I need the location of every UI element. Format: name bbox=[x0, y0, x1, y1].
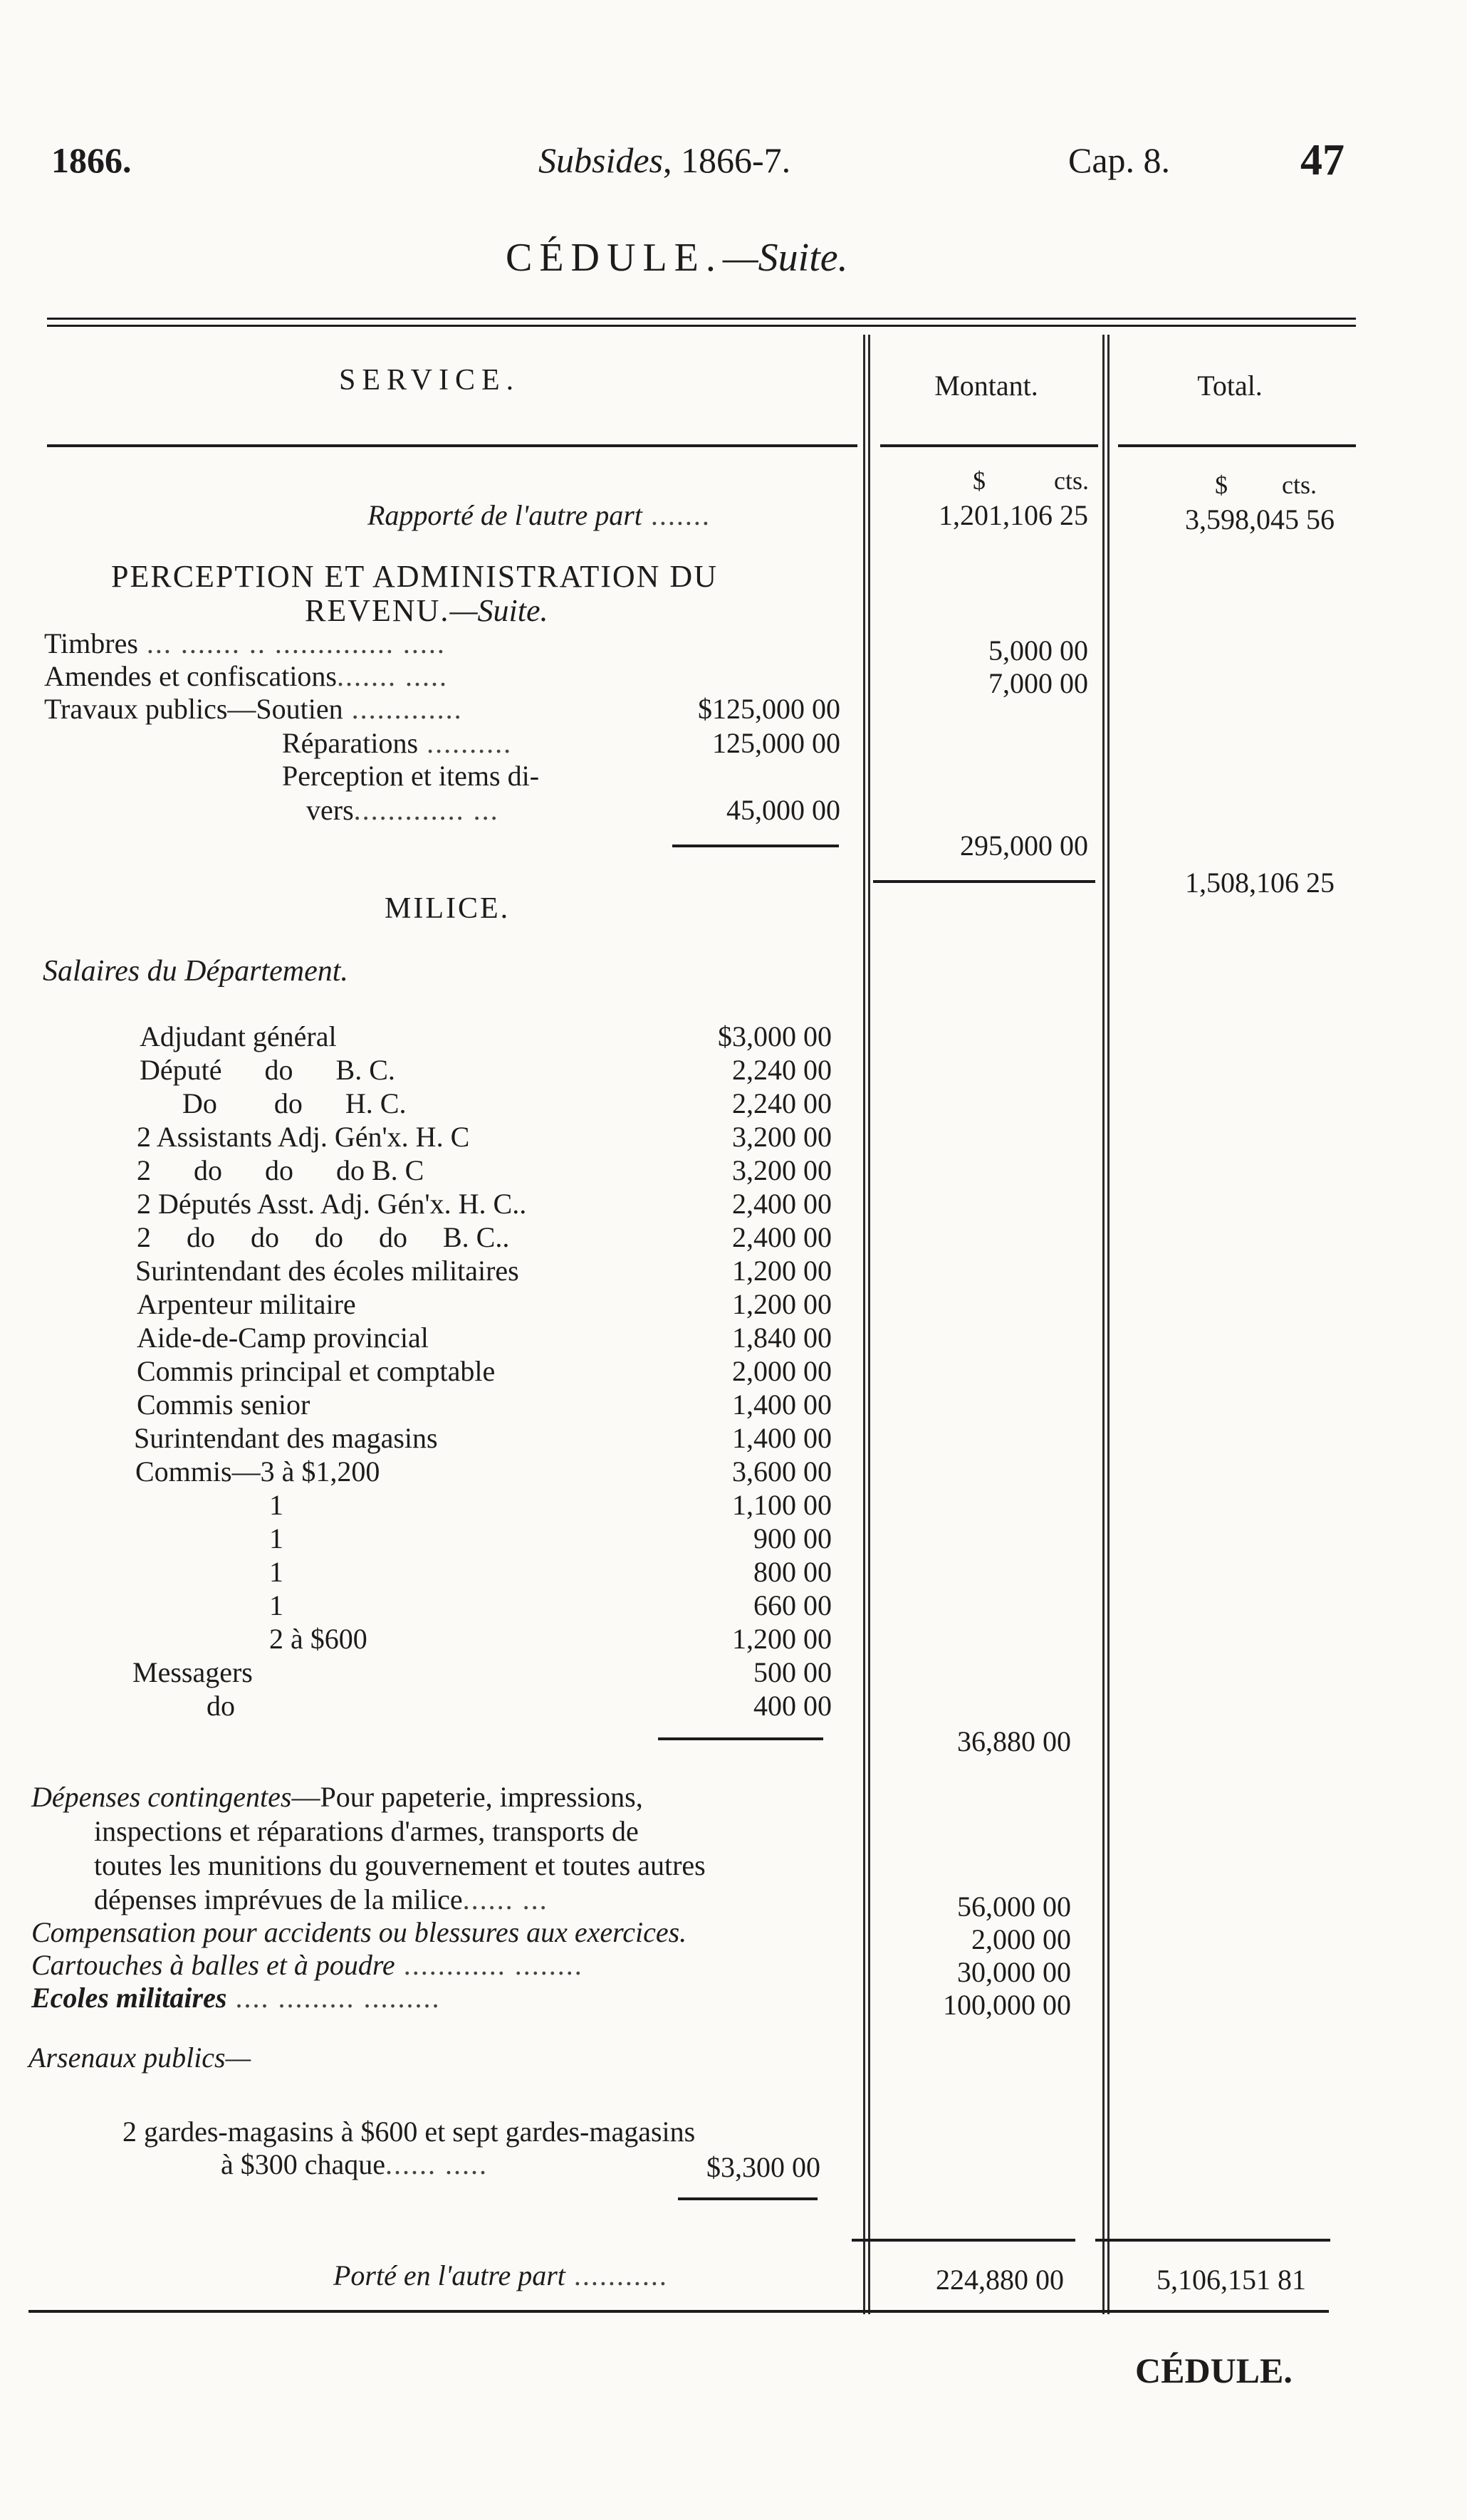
compensation-label: Compensation pour accidents ou blessures aux exercices. bbox=[31, 1916, 687, 1948]
running-title-italic: Subsides bbox=[538, 140, 663, 180]
salary-amount: 660 00 bbox=[753, 1589, 832, 1621]
salary-amount: 1,100 00 bbox=[732, 1489, 832, 1521]
revenue-heading-suffix: —Suite. bbox=[449, 593, 548, 628]
ecoles-label: Ecoles militaires bbox=[31, 1982, 227, 2014]
salary-amount: 2,400 00 bbox=[732, 1221, 832, 1253]
travaux-leader: ............. bbox=[343, 693, 463, 725]
salary-label: 2 do do do B. C bbox=[137, 1154, 424, 1186]
salary-label: Commis—3 à $1,200 bbox=[135, 1455, 380, 1488]
perception-leader: ............. ... bbox=[353, 794, 499, 826]
page-number: 47 bbox=[1300, 136, 1345, 184]
chapter: Cap. 8. bbox=[1068, 140, 1171, 180]
revenue-heading-line1: PERCEPTION ET ADMINISTRATION DU bbox=[111, 559, 718, 594]
salary-amount: 800 00 bbox=[753, 1556, 832, 1588]
ecoles-leader: .... ......... ......... bbox=[226, 1982, 441, 2014]
timbres-leader: ... ....... .. .............. ..... bbox=[137, 627, 446, 659]
row-timbres bbox=[44, 627, 446, 660]
salary-amount: 500 00 bbox=[753, 1656, 832, 1688]
montant-rule-1 bbox=[873, 880, 1095, 883]
col-rule-2a bbox=[1102, 335, 1105, 2314]
salary-amount: 3,200 00 bbox=[732, 1154, 832, 1186]
reparations-label: Réparations bbox=[282, 727, 419, 759]
salary-label: Commis principal et comptable bbox=[137, 1355, 496, 1387]
reparations-sub: 125,000 00 bbox=[712, 727, 840, 759]
revenue-sub-rule bbox=[672, 845, 839, 847]
running-title bbox=[538, 140, 790, 181]
col-header-montant: Montant. bbox=[934, 370, 1038, 402]
salary-sub-rule bbox=[658, 1737, 823, 1740]
row-travaux bbox=[44, 692, 463, 726]
contingentes-montant: 56,000 00 bbox=[957, 1891, 1071, 1923]
arsenaux-heading: Arsenaux publics— bbox=[28, 2041, 251, 2074]
col-header-total: Total. bbox=[1197, 370, 1263, 402]
salary-amount: 2,400 00 bbox=[732, 1188, 832, 1220]
amendes-label: Amendes et confiscations bbox=[44, 660, 337, 692]
salary-amount: 3,200 00 bbox=[732, 1121, 832, 1153]
carried-forward-total: 5,106,151 81 bbox=[1157, 2264, 1306, 2296]
schedule-title-suffix: —Suite. bbox=[722, 236, 848, 280]
schedule-title-main: CÉDULE. bbox=[506, 236, 723, 280]
salary-label: 2 Assistants Adj. Gén'x. H. C bbox=[137, 1121, 470, 1153]
carried-forward-row bbox=[333, 2259, 668, 2292]
perception-line1: Perception et items di- bbox=[282, 760, 540, 792]
salaires-heading: Salaires du Département. bbox=[43, 955, 348, 988]
brought-forward-row bbox=[367, 498, 711, 532]
salaries-total: 36,880 00 bbox=[957, 1725, 1071, 1757]
running-title-rest: , 1866-7. bbox=[663, 140, 791, 180]
revenue-subtotal: 295,000 00 bbox=[960, 830, 1088, 862]
brought-forward-montant: 1,201,106 25 bbox=[939, 499, 1088, 531]
arsenaux-leader: ...... ..... bbox=[385, 2148, 489, 2180]
contingentes-label: Dépenses contingentes bbox=[31, 1781, 292, 1813]
bottom-rule bbox=[28, 2310, 1329, 2313]
ecoles-montant: 100,000 00 bbox=[943, 1989, 1071, 2021]
arsenaux-sub: $3,300 00 bbox=[706, 2151, 820, 2183]
col-rule-2b bbox=[1107, 335, 1110, 2314]
header-rule-service bbox=[47, 444, 857, 447]
salary-amount: $3,000 00 bbox=[718, 1020, 832, 1052]
salary-label: 1 bbox=[269, 1556, 283, 1588]
salary-label: Surintendant des magasins bbox=[134, 1422, 438, 1454]
salary-amount: 900 00 bbox=[753, 1522, 832, 1554]
amendes-leader: ....... ..... bbox=[337, 660, 448, 692]
row-reparations bbox=[282, 726, 512, 760]
contingentes-line3: toutes les munitions du gouvernement et toutes autres bbox=[94, 1849, 706, 1881]
travaux-sub: $125,000 00 bbox=[698, 693, 840, 725]
dollar-label-montant: $ bbox=[973, 466, 986, 495]
col-header-service: SERVICE. bbox=[339, 364, 521, 397]
contingentes-leader: ...... ... bbox=[462, 1883, 548, 1915]
revenue-heading-line2 bbox=[305, 592, 548, 629]
top-rule-2 bbox=[47, 325, 1356, 327]
total-rule-final bbox=[1095, 2239, 1330, 2242]
cartouches-montant: 30,000 00 bbox=[957, 1956, 1071, 1988]
salary-label: do bbox=[207, 1690, 235, 1722]
arsenaux-line1: 2 gardes-magasins à $600 et sept gardes-magasins bbox=[122, 2116, 696, 2148]
row-arsenaux-line2 bbox=[221, 2148, 488, 2181]
milice-heading: MILICE. bbox=[385, 892, 511, 925]
brought-forward-label: Rapporté de l'autre part bbox=[367, 499, 642, 531]
schedule-title bbox=[506, 235, 848, 281]
salary-label: 1 bbox=[269, 1589, 283, 1621]
salary-amount: 1,200 00 bbox=[732, 1623, 832, 1655]
salary-label: 2 à $600 bbox=[269, 1623, 367, 1655]
dollar-label-total: $ bbox=[1215, 471, 1228, 499]
brought-forward-leader: ....... bbox=[642, 499, 711, 531]
salary-label: Commis senior bbox=[137, 1389, 310, 1421]
timbres-montant: 5,000 00 bbox=[988, 634, 1088, 666]
salary-label: Aide-de-Camp provincial bbox=[137, 1322, 429, 1354]
cts-label-montant: cts. bbox=[1054, 466, 1089, 495]
reparations-leader: .......... bbox=[418, 727, 513, 759]
salary-amount: 1,200 00 bbox=[732, 1288, 832, 1320]
contingentes-line4: dépenses imprévues de la milice bbox=[94, 1883, 463, 1915]
header-rule-montant bbox=[880, 444, 1098, 447]
carried-forward-label: Porté en l'autre part bbox=[333, 2259, 565, 2291]
salary-label: 1 bbox=[269, 1522, 283, 1554]
salary-label: Do do H. C. bbox=[168, 1087, 407, 1119]
revenue-heading-revenu: REVENU. bbox=[305, 593, 450, 628]
arsenaux-sub-rule bbox=[678, 2197, 818, 2200]
salary-amount: 2,240 00 bbox=[732, 1054, 832, 1086]
contingentes-line1 bbox=[31, 1780, 643, 1814]
salary-amount: 1,400 00 bbox=[732, 1422, 832, 1454]
row-perception-divers bbox=[306, 793, 499, 827]
catchword: CÉDULE. bbox=[1135, 2351, 1293, 2390]
salary-amount: 400 00 bbox=[753, 1690, 832, 1722]
salary-label: Arpenteur militaire bbox=[137, 1288, 356, 1320]
salary-label: Surintendant des écoles militaires bbox=[135, 1255, 519, 1287]
salary-amount: 1,840 00 bbox=[732, 1322, 832, 1354]
cartouches-leader: ............ ........ bbox=[395, 1949, 583, 1981]
salary-label: Adjudant général bbox=[140, 1020, 337, 1052]
carried-forward-leader: ........... bbox=[565, 2259, 668, 2291]
salary-amount: 2,240 00 bbox=[732, 1087, 832, 1119]
arsenaux-line2: à $300 chaque bbox=[221, 2148, 386, 2180]
amendes-montant: 7,000 00 bbox=[988, 667, 1088, 699]
timbres-label: Timbres bbox=[44, 627, 138, 659]
salary-amount: 1,200 00 bbox=[732, 1255, 832, 1287]
top-rule bbox=[47, 318, 1356, 320]
row-contingentes-line4 bbox=[94, 1883, 548, 1916]
salary-amount: 2,000 00 bbox=[732, 1355, 832, 1387]
col-rule-1b bbox=[868, 335, 870, 2314]
revenue-running-total: 1,508,106 25 bbox=[1185, 867, 1335, 899]
salary-label: Député do B. C. bbox=[140, 1054, 395, 1086]
contingentes-line2: inspections et réparations d'armes, transports de bbox=[94, 1815, 639, 1847]
travaux-label: Travaux publics—Soutien bbox=[44, 693, 343, 725]
compensation-montant: 2,000 00 bbox=[971, 1923, 1071, 1955]
salary-label: 1 bbox=[269, 1489, 283, 1521]
perception-line2: vers bbox=[306, 794, 354, 826]
salary-amount: 1,400 00 bbox=[732, 1389, 832, 1421]
salary-label: Messagers bbox=[132, 1656, 253, 1688]
cts-label-total: cts. bbox=[1282, 471, 1317, 499]
perception-sub: 45,000 00 bbox=[726, 794, 840, 826]
row-amendes bbox=[44, 659, 448, 693]
contingentes-line1-rest: —Pour papeterie, impressions, bbox=[291, 1781, 643, 1813]
brought-forward-total: 3,598,045 56 bbox=[1185, 503, 1335, 535]
salary-amount: 3,600 00 bbox=[732, 1455, 832, 1488]
header-rule-total bbox=[1118, 444, 1356, 447]
col-rule-1a bbox=[863, 335, 865, 2314]
salary-label: 2 Députés Asst. Adj. Gén'x. H. C.. bbox=[137, 1188, 527, 1220]
carried-forward-montant: 224,880 00 bbox=[936, 2264, 1064, 2296]
year: 1866. bbox=[51, 140, 132, 180]
montant-rule-final bbox=[852, 2239, 1075, 2242]
row-ecoles bbox=[31, 1981, 440, 2014]
row-cartouches bbox=[31, 1948, 583, 1982]
cartouches-label: Cartouches à balles et à poudre bbox=[31, 1949, 395, 1981]
salary-label: 2 do do do do B. C.. bbox=[137, 1221, 510, 1253]
